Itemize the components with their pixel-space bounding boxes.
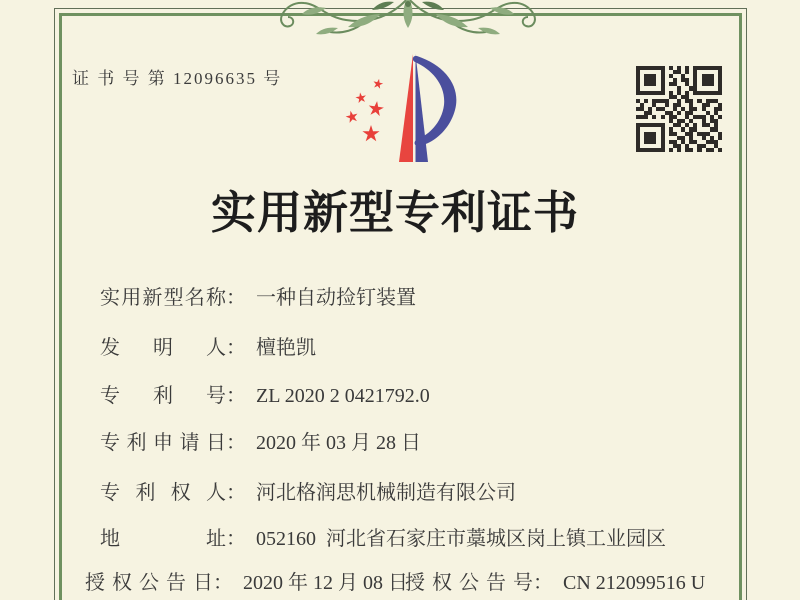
field-value: 2020 年 03 月 28 日 (256, 432, 421, 454)
field-value: 檀艳凯 (256, 337, 316, 359)
field-colon: ： (226, 528, 246, 550)
field-label: 专利权人 (100, 482, 226, 504)
field-row-patent-number (100, 383, 430, 409)
field-label: 专利申请日 (100, 432, 226, 454)
field-colon: ： (226, 385, 246, 407)
field-colon: ： (213, 572, 233, 594)
field-label: 发明人 (100, 337, 226, 359)
field-colon: ： (226, 337, 246, 359)
field-row-patentee (100, 480, 516, 506)
field-row-grant (85, 570, 745, 596)
grant-date-label: 授权公告日 (85, 572, 213, 594)
field-colon: ： (533, 572, 553, 594)
certificate-title: 实用新型专利证书 (210, 188, 579, 238)
field-colon: ： (226, 432, 246, 454)
qr-code (636, 66, 722, 152)
floral-ornament-icon (268, 0, 548, 42)
field-value: 052160 河北省石家庄市藁城区岗上镇工业园区 (256, 528, 666, 550)
patent-office-logo-icon (335, 50, 465, 168)
field-value: 河北格润思机械制造有限公司 (256, 482, 516, 504)
field-value: 一种自动捡钉装置 (256, 287, 416, 309)
grant-number-label: 授权公告号 (405, 572, 533, 594)
grant-date-value: 2020 年 12 月 08 日 (243, 572, 408, 594)
field-row-name (100, 285, 416, 311)
field-label: 专利号 (100, 385, 226, 407)
grant-number-value: CN 212099516 U (563, 572, 706, 594)
field-value: ZL 2020 2 0421792.0 (256, 385, 430, 407)
field-label: 地址 (100, 528, 226, 550)
field-colon: ： (226, 482, 246, 504)
field-label: 实用新型名称 (100, 287, 226, 309)
certificate-number: 证 书 号 第 12096635 号 (72, 69, 283, 88)
grant-date-group (85, 572, 408, 594)
field-row-filing-date (100, 430, 421, 456)
grant-number-group (405, 570, 705, 596)
field-colon: ： (226, 287, 246, 309)
field-row-address (100, 526, 666, 552)
field-row-inventor (100, 335, 316, 361)
